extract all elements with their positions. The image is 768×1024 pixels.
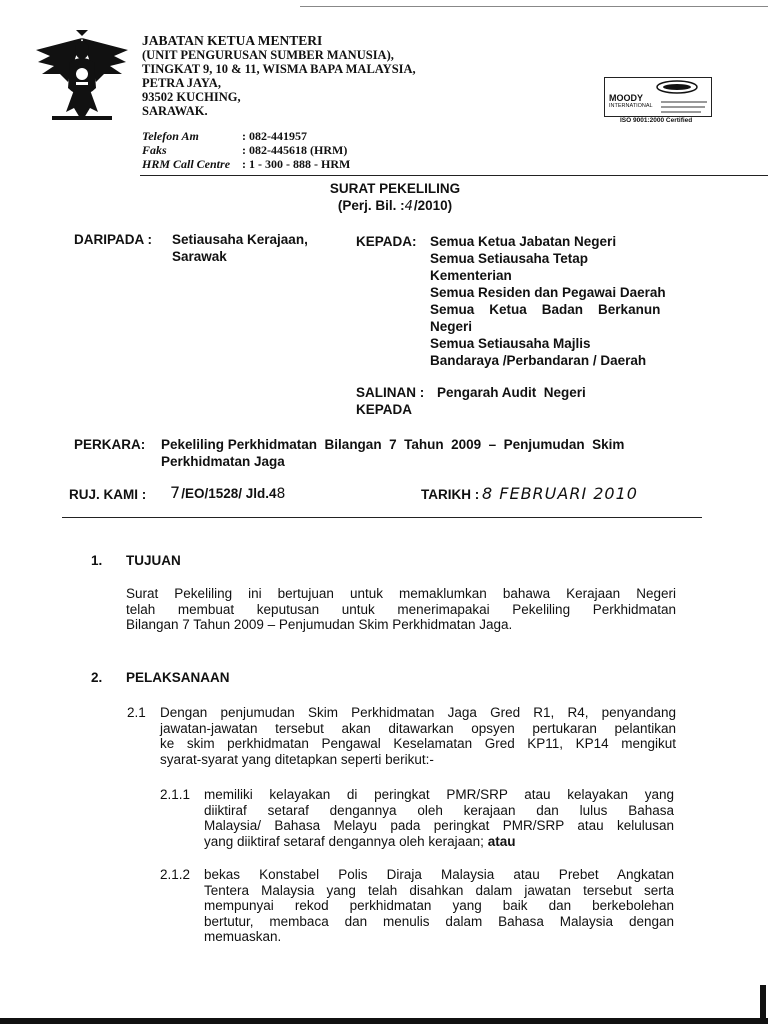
section-body — [126, 586, 676, 633]
org-line: PETRA JAYA, — [142, 76, 221, 90]
subject-line: Perkhidmatan Jaga — [161, 454, 285, 469]
reference-handwritten-prefix: 7 — [170, 483, 182, 502]
from-line: Setiausaha Kerajaan, — [172, 232, 308, 247]
copy-label-2: KEPADA — [356, 402, 413, 417]
body-line-text: yang diiktiraf setaraf dengannya oleh kerajaan; — [204, 833, 484, 849]
contact-row — [142, 157, 350, 171]
clause-body — [160, 705, 676, 767]
contact-label: Faks — [142, 143, 167, 157]
recipient: Semua Ketua Badan Berkanun — [430, 302, 661, 317]
section-number: 1. — [91, 553, 103, 568]
reference-value — [170, 484, 286, 503]
reference-handwritten-suffix: 8 — [276, 486, 287, 502]
contact-row — [142, 143, 350, 157]
body-line: Malaysia/ Bahasa Melayu pada peringkat PMR/SRP atau kelulusan — [204, 818, 674, 833]
title-line: SURAT PEKELILING — [329, 181, 461, 196]
contact-value: : 082-445618 (HRM) — [242, 143, 348, 157]
contact-label: HRM Call Centre — [142, 157, 231, 171]
recipient: Semua Setiausaha Majlis — [430, 336, 591, 351]
circular-number — [260, 197, 530, 215]
recipient: Bandaraya /Perbandaran / Daerah — [430, 353, 647, 368]
body-line: bertutur, membaca dan menulis dalam Bahasa Malaysia dengan — [204, 913, 674, 929]
org-line: (UNIT PENGURUSAN SUMBER MANUSIA), — [142, 48, 394, 62]
body-line: Tentera Malaysia yang telah disahkan dalam jawatan tersebut serta — [204, 882, 674, 898]
recipient: Kementerian — [430, 268, 512, 283]
reference-number: /EO/1528/ Jld.4 — [181, 486, 277, 501]
org-line: SARAWAK. — [142, 104, 208, 118]
body-line: diiktiraf setaraf dengannya oleh kerajaan dan lulus Bahasa — [204, 802, 674, 818]
to-label: KEPADA: — [356, 234, 417, 249]
copy-label: SALINAN : — [356, 385, 425, 400]
body-line: syarat-syarat yang ditetapkan seperti berikut:- — [160, 751, 434, 767]
copy-value: Pengarah Audit Negeri — [437, 385, 586, 400]
header-divider — [62, 517, 702, 518]
section-heading: TUJUAN — [126, 553, 181, 568]
contact-value: : 082-441957 — [242, 129, 307, 143]
date-handwritten: 8 FEBRUARI 2010 — [482, 484, 638, 503]
contact-info — [142, 129, 350, 171]
date-label: TARIKH : — [421, 487, 480, 502]
scan-artifact-bottom — [0, 1018, 768, 1024]
iso-certification-label: ISO 9001:2000 Certified — [620, 117, 693, 124]
header-divider — [140, 175, 768, 176]
recipient: Semua Residen dan Pegawai Daerah — [430, 285, 666, 300]
contact-row — [142, 129, 350, 143]
recipient: Semua Setiausaha Tetap — [430, 251, 589, 266]
org-line: JABATAN KETUA MENTERI — [142, 33, 323, 48]
reference-label: RUJ. KAMI : — [69, 487, 147, 502]
state-crest-icon — [30, 28, 134, 128]
scan-artifact-line — [300, 6, 768, 7]
from-label: DARIPADA : — [74, 232, 152, 247]
document-title — [260, 180, 530, 215]
clause-body — [204, 787, 674, 849]
clause-number: 2.1.1 — [160, 787, 191, 802]
circular-number-suffix: /2010) — [413, 198, 453, 213]
contact-label: Telefon Am — [142, 129, 199, 143]
cert-brand: MOODY — [609, 93, 644, 103]
section-number: 2. — [91, 670, 103, 685]
body-line: telah membuat keputusan untuk menerimapakai Pekeliling Perkhidmatan — [126, 601, 676, 617]
body-line: mempunyai rekod perkhidmatan yang baik dan berkebolehan — [204, 898, 674, 913]
body-line: bekas Konstabel Polis Diraja Malaysia atau Prebet Angkatan — [204, 867, 674, 882]
certification-logo — [604, 77, 712, 117]
body-line: memiliki kelayakan di peringkat PMR/SRP atau kelayakan yang — [204, 787, 674, 802]
cert-sub: INTERNATIONAL — [609, 103, 653, 109]
body-line: Bilangan 7 Tahun 2009 – Penjumudan Skim Perkhidmatan Jaga. — [126, 617, 513, 632]
from-value — [172, 231, 308, 265]
subject-line: Pekeliling Perkhidmatan Bilangan 7 Tahun 2009 – Penjumudan Skim — [161, 437, 625, 452]
body-line — [204, 834, 674, 850]
bold-conjunction: atau — [487, 833, 516, 849]
organization-address — [142, 34, 416, 118]
body-line: memuaskan. — [204, 929, 282, 944]
org-line: 93502 KUCHING, — [142, 90, 241, 104]
org-line: TINGKAT 9, 10 & 11, WISMA BAPA MALAYSIA, — [142, 62, 416, 76]
recipient: Negeri — [430, 319, 473, 334]
body-line: ke skim perkhidmatan Pengawal Keselamatan Gred KP11, KP14 mengikut — [160, 736, 676, 751]
from-line: Sarawak — [172, 249, 227, 264]
body-line: jawatan-jawatan tersebut akan ditawarkan opsyen pertukaran pelantikan — [160, 720, 676, 736]
contact-value: : 1 - 300 - 888 - HRM — [242, 157, 351, 171]
circular-number-prefix: (Perj. Bil. : — [337, 198, 405, 213]
recipient: Semua Ketua Jabatan Negeri — [430, 234, 617, 249]
body-line: Dengan penjumudan Skim Perkhidmatan Jaga Gred R1, R4, penyandang — [160, 705, 676, 720]
clause-number: 2.1 — [127, 705, 146, 720]
recipient-list — [430, 233, 700, 369]
body-line: Surat Pekeliling ini bertujuan untuk memaklumkan bahawa Kerajaan Negeri — [126, 586, 676, 601]
section-heading: PELAKSANAAN — [126, 670, 230, 685]
clause-number: 2.1.2 — [160, 867, 191, 882]
clause-body — [204, 867, 674, 945]
circular-number-handwritten: 4 — [404, 199, 414, 214]
subject-label: PERKARA: — [74, 437, 146, 452]
